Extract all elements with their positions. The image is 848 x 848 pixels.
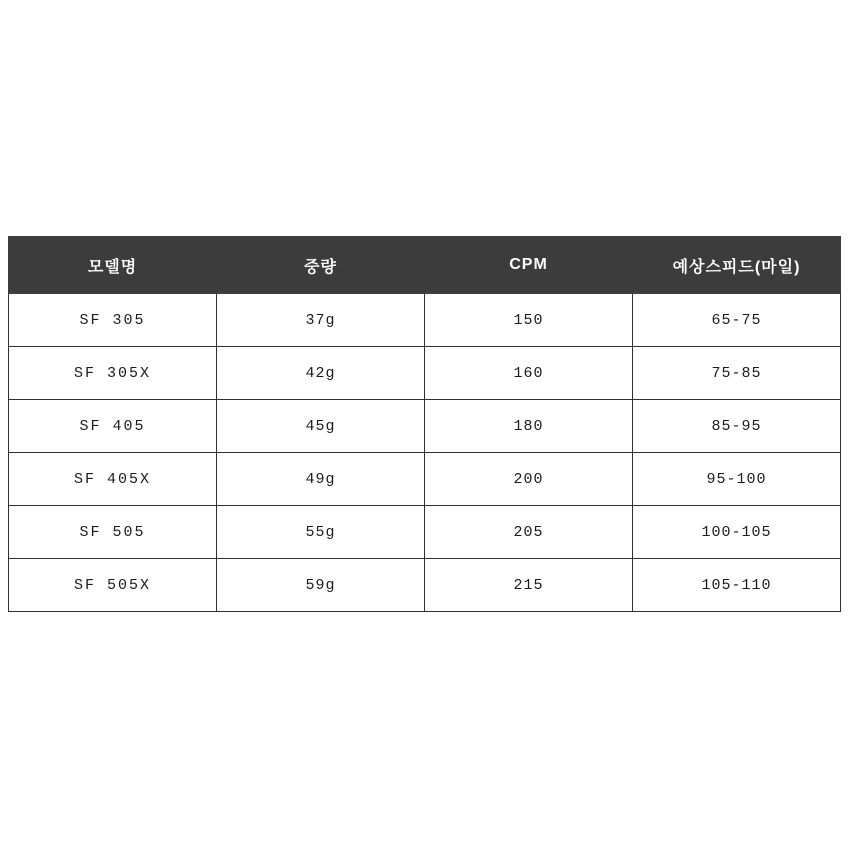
cell-model: SF 305	[9, 294, 217, 347]
table-row	[9, 453, 841, 506]
table-row	[9, 347, 841, 400]
cell-model: SF 505	[9, 506, 217, 559]
cell-model: SF 405	[9, 400, 217, 453]
table-row	[9, 506, 841, 559]
spec-table-container	[8, 236, 840, 612]
cell-weight: 49g	[217, 453, 425, 506]
cell-speed: 65-75	[633, 294, 841, 347]
cell-cpm: 215	[425, 559, 633, 612]
cell-speed: 100-105	[633, 506, 841, 559]
cell-weight: 37g	[217, 294, 425, 347]
shaft-spec-table	[8, 236, 841, 612]
column-header-speed: 예상스피드(마일)	[633, 237, 841, 294]
table-row	[9, 294, 841, 347]
cell-speed: 95-100	[633, 453, 841, 506]
table-body	[9, 294, 841, 612]
cell-model: SF 405X	[9, 453, 217, 506]
cell-speed: 105-110	[633, 559, 841, 612]
cell-cpm: 160	[425, 347, 633, 400]
table-header-row	[9, 237, 841, 294]
cell-cpm: 200	[425, 453, 633, 506]
cell-speed: 75-85	[633, 347, 841, 400]
cell-model: SF 305X	[9, 347, 217, 400]
table-row	[9, 400, 841, 453]
column-header-cpm: CPM	[425, 237, 633, 294]
cell-cpm: 205	[425, 506, 633, 559]
cell-cpm: 180	[425, 400, 633, 453]
cell-cpm: 150	[425, 294, 633, 347]
table-row	[9, 559, 841, 612]
cell-weight: 42g	[217, 347, 425, 400]
cell-speed: 85-95	[633, 400, 841, 453]
table-header	[9, 237, 841, 294]
cell-weight: 59g	[217, 559, 425, 612]
cell-weight: 45g	[217, 400, 425, 453]
cell-model: SF 505X	[9, 559, 217, 612]
column-header-weight: 중량	[217, 237, 425, 294]
column-header-model: 모델명	[9, 237, 217, 294]
cell-weight: 55g	[217, 506, 425, 559]
